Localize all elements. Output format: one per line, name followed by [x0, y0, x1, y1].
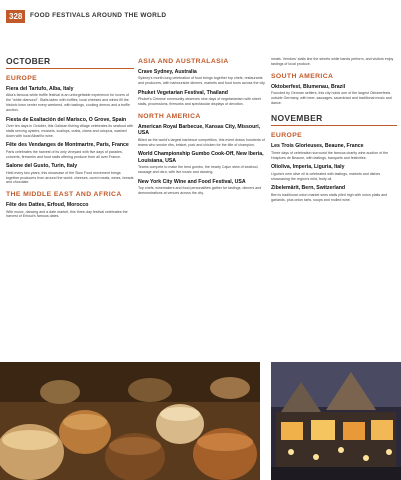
festival-title: Fête des Vendanges de Montmartre, Paris, France — [6, 142, 129, 149]
festival-title: Oktoberfest, Blumenau, Brazil — [271, 83, 346, 90]
festival-title: New York City Wine and Food Festival, USA — [138, 178, 246, 185]
festival-entry — [138, 90, 266, 107]
christmas-market-photo — [271, 362, 401, 480]
column-2 — [138, 56, 266, 196]
market-photo — [0, 362, 260, 480]
festival-body: Founded by German settlers, this city holds one of the largest Oktoberfests outside Germany, with beer, sausages, sauerkraut and traditional music and dance. — [271, 91, 392, 105]
festival-body: With music, dancing and a date market, this three-day festival celebrates the harvest of Erfoud's famous dates. — [6, 209, 128, 219]
festival-entry — [138, 69, 266, 86]
month-heading-november: NOVEMBER — [271, 113, 397, 126]
festival-body: Alba's famous white truffle festival is an unforgettable experience for lovers of the "white diamond". Stalls laden with truffles, local cheeses and wines fill the historic town center every weekend, with tastings, cooking demos and a truffle auction. — [6, 93, 130, 112]
region-heading-europe: EUROPE — [6, 75, 38, 82]
festival-title: Zibelemärit, Bern, Switzerland — [271, 185, 346, 192]
festival-body: Sydney's month-long celebration of food brings together top chefs, restaurants and producers, with harbourside dinners, markets and food tours across the city. — [138, 76, 266, 86]
festival-title: Fiera del Tartufo, Alba, Italy — [6, 86, 74, 92]
festival-body: Paris celebrates the harvest of its only vineyard with five days of parades, concerts, fireworks and food stalls offering produce from all over France. — [6, 149, 123, 159]
festival-title: Phuket Vegetarian Festival, Thailand — [138, 90, 228, 96]
festival-title: Les Trois Glorieuses, Beaune, France — [271, 143, 364, 150]
festival-body: Top chefs, winemakers and food personalities gather for tastings, dinners and demonstrations at venues across the city. — [138, 186, 262, 196]
running-title: FOOD FESTIVALS AROUND THE WORLD — [30, 12, 167, 19]
market-photo-art — [0, 362, 260, 480]
column-3 — [271, 56, 397, 202]
festival-entry — [271, 164, 397, 181]
festival-entry — [271, 143, 397, 160]
festival-body: Bern's traditional onion market sees stalls piled high with onion plaits and garlands, plus onion tarts, soups and mulled wine. — [271, 192, 388, 202]
month-heading-october: OCTOBER — [6, 56, 134, 69]
region-heading-north-america: NORTH AMERICA — [138, 113, 201, 120]
festival-entry — [6, 202, 134, 219]
region-heading-asia: ASIA AND AUSTRALASIA — [138, 58, 229, 65]
festival-title: Salone del Gusto, Turin, Italy — [6, 163, 78, 170]
festival-body: Liguria's new olive oil is celebrated with tastings, markets and dishes showcasing the region's mild, fruity oil. — [271, 171, 381, 181]
festival-title: American Royal Barbecue, Kansas City, Missouri, USA — [138, 124, 261, 137]
festival-entry — [6, 142, 134, 159]
festival-body: Over ten days in October, this Galician fishing village celebrates its seafood with stalls serving oysters, mussels, scallops, crabs, clams and octopus, washed down with local Albariño wine. — [6, 124, 134, 138]
festival-title: Crave Sydney, Australia — [138, 69, 197, 75]
festival-title: Olioliva, Imperia, Liguria, Italy — [271, 164, 345, 171]
festival-title: Fête des Dattes, Erfoud, Morocco — [6, 202, 89, 209]
festival-entry — [6, 117, 134, 139]
festival-body: Three days of celebration surround the famous charity wine auction of the Hospices de Beaune, with tastings, banquets and festivities. — [271, 150, 389, 160]
region-heading-south-america: SOUTH AMERICA — [271, 72, 334, 80]
festival-entry — [6, 163, 134, 185]
page-number: 328 — [6, 10, 25, 23]
festival-entry — [138, 151, 266, 174]
festival-entry — [6, 86, 134, 113]
festival-entry — [271, 84, 397, 106]
festival-body: Billed as the world's largest barbecue competition, this event draws hundreds of teams who smoke ribs, brisket, pork and chicken for the title of champion. — [138, 137, 265, 147]
christmas-market-photo-art — [271, 362, 401, 480]
festival-entry — [271, 185, 397, 202]
page-header — [6, 10, 395, 26]
column-1 — [6, 56, 134, 219]
continued-text: meats. Vendors' stalls line the streets while bands perform, and visitors enjoy tastings of local produce. — [271, 57, 394, 66]
festival-body: Held every two years, this showcase of the Slow Food movement brings together producers from around the world: cheeses, cured meats, wines, breads and chocolate. — [6, 170, 134, 185]
festival-body: Phuket's Chinese community observes nine days of vegetarianism with street stalls, processions, fireworks and spectacular displays of devotion. — [138, 97, 261, 107]
region-heading-europe: EUROPE — [271, 132, 303, 140]
festival-title: World Championship Gumbo Cook-Off, New Iberia, Louisiana, USA — [138, 151, 264, 164]
festival-entry — [138, 179, 266, 196]
festival-entry — [138, 124, 266, 147]
region-heading-middle-east-africa: THE MIDDLE EAST AND AFRICA — [6, 191, 122, 199]
festival-body: Teams compete to make the best gumbo, the hearty Cajun stew of seafood, sausage and okra, with live music and dancing. — [138, 165, 259, 175]
festival-title: Fiesta de Exaltación del Marisco, O Grove, Spain — [6, 116, 127, 123]
